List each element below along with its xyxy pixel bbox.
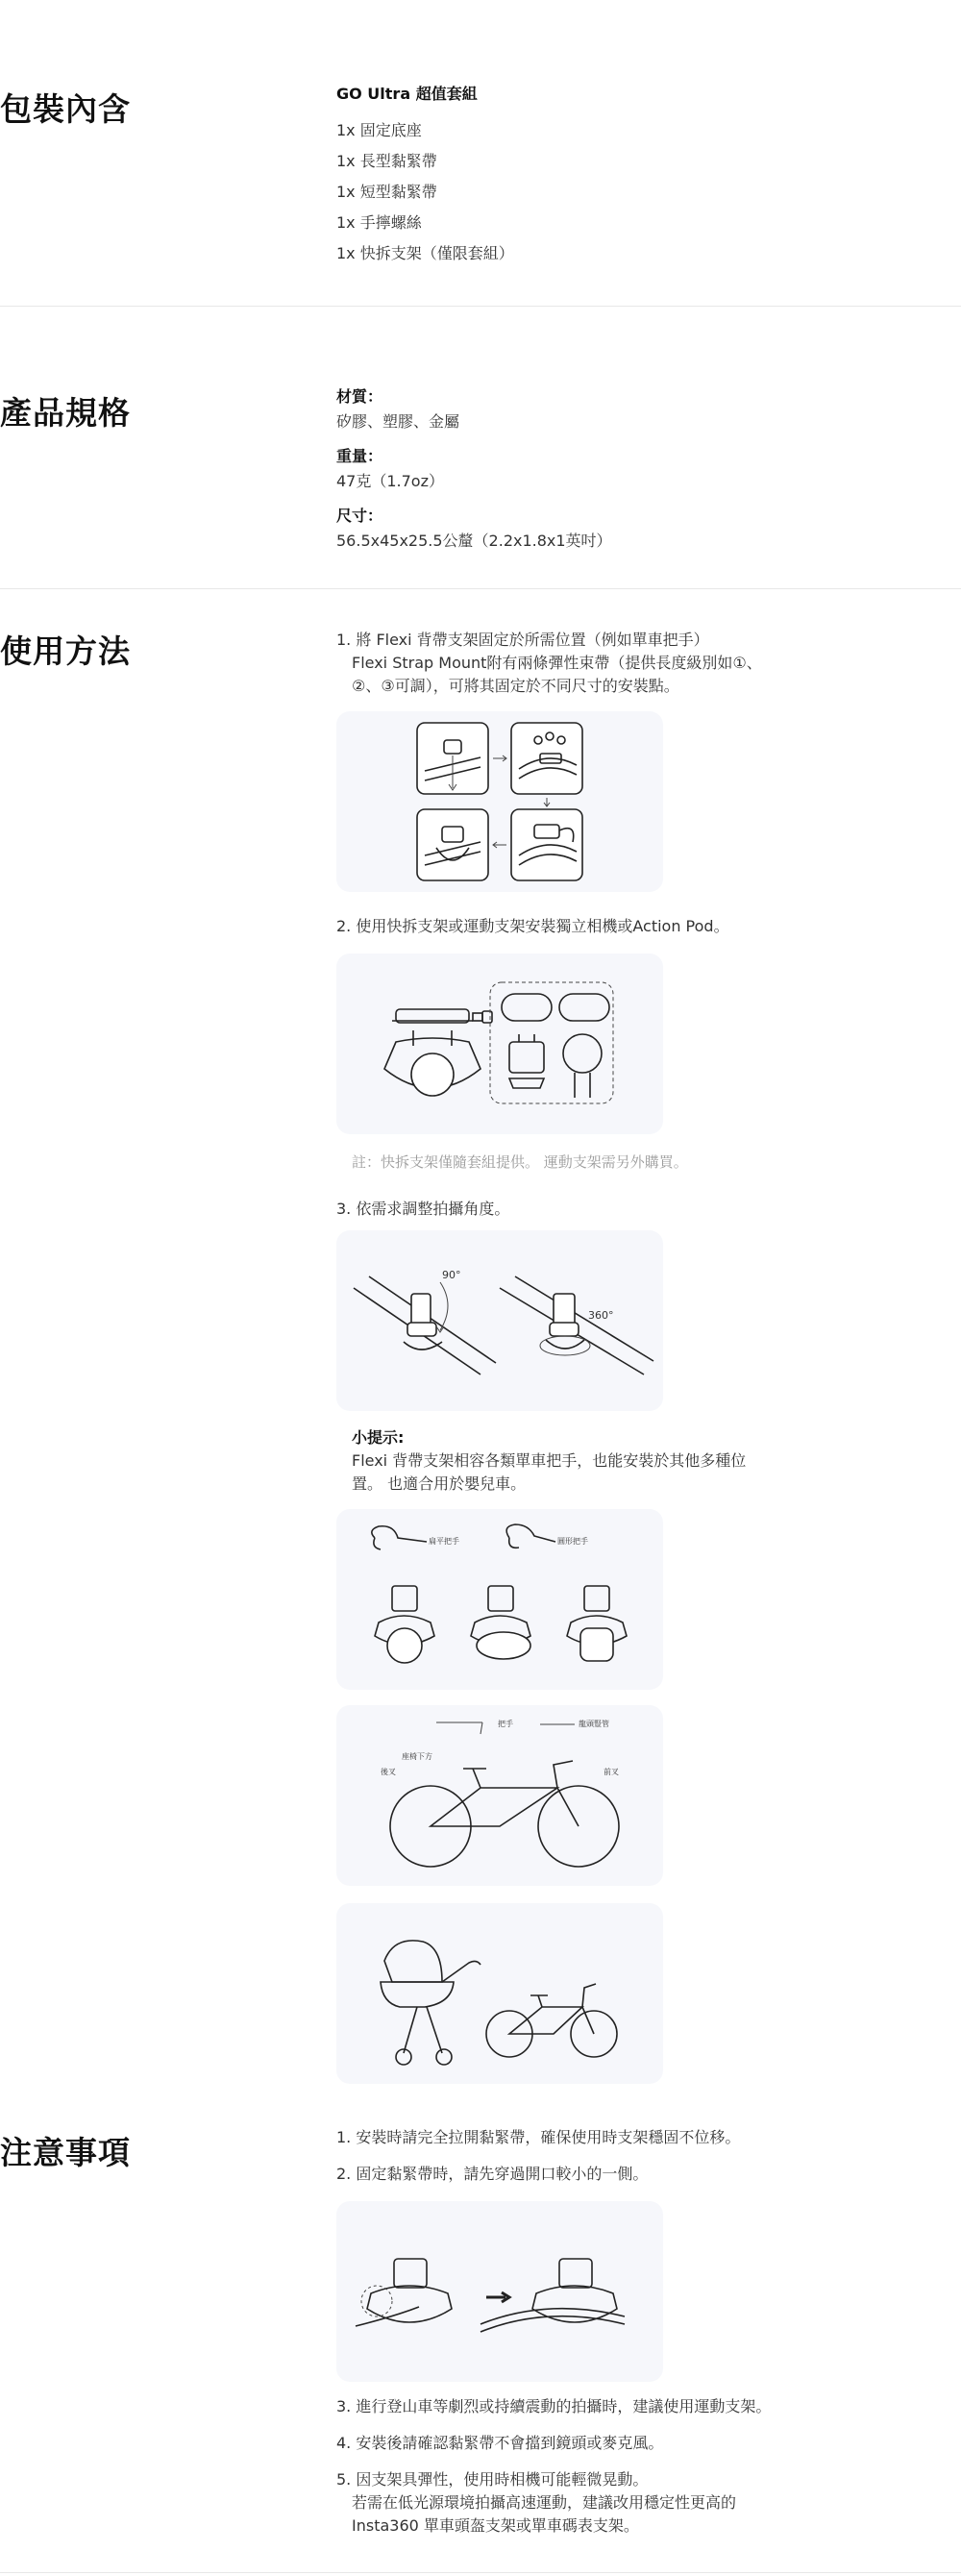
note-5 bbox=[336, 2468, 788, 2538]
kit-item: 1x 手擰螺絲 bbox=[336, 213, 422, 232]
headtube-label: 龍頭豎管 bbox=[579, 1720, 609, 1728]
note5-line2: 若需在低光源環境拍攝高速運動，建議改用穩定性更高的 bbox=[352, 2493, 737, 2512]
note5-line3: Insta360 單車頭盔支架或單車碼表支架。 bbox=[352, 2516, 639, 2535]
specs-heading: 產品規格 bbox=[0, 394, 131, 432]
mount-square bbox=[567, 1586, 627, 1661]
mount-round bbox=[375, 1586, 434, 1663]
note-4: 4. 安裝後請確認黏緊帶不會擋到鏡頭或麥克風。 bbox=[336, 2434, 664, 2452]
flat-bar-label: 扁平把手 bbox=[429, 1537, 459, 1546]
step3-illustration bbox=[336, 1230, 663, 1411]
round-bar-label: 圓形把手 bbox=[557, 1537, 588, 1546]
usage-step-2: 2. 使用快拆支架或運動支架安裝獨立相機或Action Pod。 bbox=[336, 917, 729, 935]
assembly-diagram bbox=[336, 711, 663, 892]
bicycle-diagram bbox=[336, 1705, 663, 1886]
kit-item: 1x 短型黏緊帶 bbox=[336, 183, 437, 201]
strap-illustration bbox=[336, 2201, 663, 2382]
material-label: 材質： bbox=[336, 387, 383, 406]
usage-step-3: 3. 依需求調整拍攝角度。 bbox=[336, 1200, 510, 1218]
angle-360-label: 360° bbox=[588, 1309, 614, 1322]
size-value: 56.5x45x25.5公釐（2.2x1.8x1英吋） bbox=[336, 532, 612, 550]
angle-90-label: 90° bbox=[442, 1269, 461, 1281]
weight-label: 重量： bbox=[336, 447, 383, 465]
stroller-diagram bbox=[336, 1903, 663, 2084]
specs-content bbox=[336, 384, 798, 563]
material-value: 矽膠、塑膠、金屬 bbox=[336, 412, 460, 431]
divider bbox=[0, 2572, 961, 2573]
stroller-illustration bbox=[336, 1903, 663, 2084]
seatpost-label: 座椅下方 bbox=[402, 1752, 432, 1761]
handlebar-diagram bbox=[336, 1509, 663, 1690]
strap-diagram bbox=[336, 2201, 663, 2382]
weight-value: 47克（1.7oz） bbox=[336, 472, 444, 490]
tip-line2: 置。 也適合用於嬰兒車。 bbox=[352, 1474, 527, 1493]
step1-line2: Flexi Strap Mount附有兩條彈性束帶（提供長度級別如①、 bbox=[352, 654, 762, 672]
note-1: 1. 安裝時請完全拉開黏緊帶，確保使用時支架穩固不位移。 bbox=[336, 2128, 741, 2146]
step2-note: 註：快拆支架僅隨套組提供。 運動支架需另外購買。 bbox=[352, 1153, 688, 1171]
front-fork-label: 前叉 bbox=[604, 1768, 619, 1776]
kit-content bbox=[336, 79, 798, 269]
step1-illustration bbox=[336, 711, 663, 892]
kit-heading: 包裝內含 bbox=[0, 90, 131, 128]
size-label: 尺寸： bbox=[336, 507, 383, 525]
step1-line1: 1. 將 Flexi 背帶支架固定於所需位置（例如單車把手） bbox=[336, 631, 709, 649]
usage-heading: 使用方法 bbox=[0, 632, 131, 670]
kit-item: 1x 快拆支架（僅限套組） bbox=[336, 244, 514, 262]
divider bbox=[0, 306, 961, 307]
usage-step-1 bbox=[336, 629, 788, 698]
angle-diagram bbox=[336, 1230, 663, 1411]
step1-line3: ②、③可調），可將其固定於不同尺寸的安裝點。 bbox=[352, 677, 679, 695]
tip-block bbox=[352, 1426, 775, 1496]
handlebar-illustration bbox=[336, 1509, 663, 1690]
notes-heading: 注意事項 bbox=[0, 2134, 131, 2171]
divider bbox=[0, 588, 961, 589]
handlebar-label: 把手 bbox=[498, 1720, 513, 1728]
tip-title: 小提示: bbox=[352, 1428, 405, 1447]
tip-line1: Flexi 背帶支架相容各類單車把手，也能安裝於其他多種位 bbox=[352, 1451, 747, 1470]
kit-title: GO Ultra 超值套組 bbox=[336, 85, 478, 103]
note5-line1: 5. 因支架具彈性，使用時相機可能輕微晃動。 bbox=[336, 2470, 649, 2489]
mount-oval bbox=[471, 1586, 530, 1659]
step2-illustration bbox=[336, 954, 663, 1134]
quick-release-diagram bbox=[336, 954, 663, 1134]
note-2: 2. 固定黏緊帶時，請先穿過開口較小的一側。 bbox=[336, 2165, 649, 2183]
bicycle-illustration bbox=[336, 1705, 663, 1886]
rear-fork-label: 後叉 bbox=[381, 1768, 396, 1776]
note-3: 3. 進行登山車等劇烈或持續震動的拍攝時，建議使用運動支架。 bbox=[336, 2397, 772, 2415]
kit-item: 1x 長型黏緊帶 bbox=[336, 152, 437, 170]
kit-item: 1x 固定底座 bbox=[336, 121, 422, 139]
